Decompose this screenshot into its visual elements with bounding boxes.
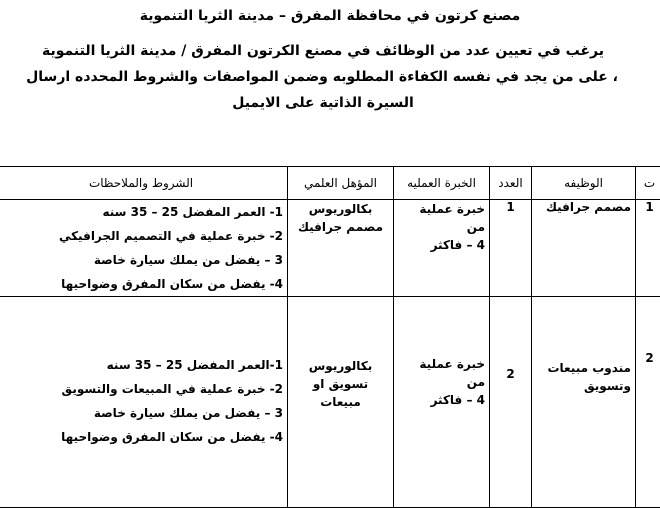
header-count: العدد [490, 167, 532, 200]
row-count: 1 [490, 200, 532, 297]
row-conditions [0, 200, 288, 297]
condition-item: 1- العمر المفضل 25 – 35 سنه [0, 200, 283, 224]
row-num: 2 [636, 297, 660, 508]
row-job [532, 297, 636, 508]
row-count: 2 [490, 297, 532, 508]
row-experience [394, 200, 490, 297]
condition-item: 4- يفضل من سكان المفرق وضواحيها [0, 272, 283, 296]
header-qualification: المؤهل العلمي [288, 167, 394, 200]
experience-line: 4 – فاكثر [398, 391, 485, 409]
qualification-line: بكالوريوس [292, 357, 389, 375]
condition-item: 1-العمر المفضل 25 – 35 سنه [0, 353, 283, 377]
row-qualification [288, 297, 394, 508]
condition-item: 2- خبرة عملية في المبيعات والتسويق [0, 377, 283, 401]
row-qualification [288, 200, 394, 297]
intro-line: ، على من يجد في نفسه الكفاءة المطلوبه وضمن المواصفات والشروط المحدده ارسال [28, 64, 618, 90]
table-row [0, 297, 660, 508]
header-num: ت [636, 167, 660, 200]
condition-item: 4- يفضل من سكان المفرق وضواحيها [0, 425, 283, 449]
intro-paragraph [28, 38, 618, 116]
intro-line: السيرة الذاتية على الايميل [28, 90, 618, 116]
intro-line: يرغب في تعيين عدد من الوظائف في مصنع الكرتون المفرق / مدينة الثريا التنموية [28, 38, 618, 64]
condition-item: 3 – يفضل من يملك سيارة خاصة [0, 248, 283, 272]
row-experience [394, 297, 490, 508]
row-job: مصمم جرافيك [532, 200, 636, 297]
jobs-table [0, 166, 660, 508]
page-title: مصنع كرتون في محافظة المفرق – مدينة الثريا التنموية [0, 8, 660, 24]
header-job: الوظيفه [532, 167, 636, 200]
table-header-row [0, 167, 660, 200]
table-row [0, 200, 660, 297]
qualification-line: مبيعات [292, 393, 389, 411]
qualification-line: بكالوريوس [292, 200, 389, 218]
header-experience: الخبرة العمليه [394, 167, 490, 200]
condition-item: 3 – يفضل من يملك سيارة خاصة [0, 401, 283, 425]
header-conditions: الشروط والملاحظات [0, 167, 288, 200]
job-line: مندوب مبيعات [536, 359, 631, 377]
row-conditions [0, 297, 288, 508]
row-num: 1 [636, 200, 660, 297]
qualification-line: مصمم جرافيك [292, 218, 389, 236]
experience-line: خبرة عملية من [398, 200, 485, 236]
experience-line: خبرة عملية من [398, 355, 485, 391]
experience-line: 4 – فاكثر [398, 236, 485, 254]
job-line: وتسويق [536, 377, 631, 395]
condition-item: 2- خبرة عملية في التصميم الجرافيكي [0, 224, 283, 248]
qualification-line: تسويق او [292, 375, 389, 393]
